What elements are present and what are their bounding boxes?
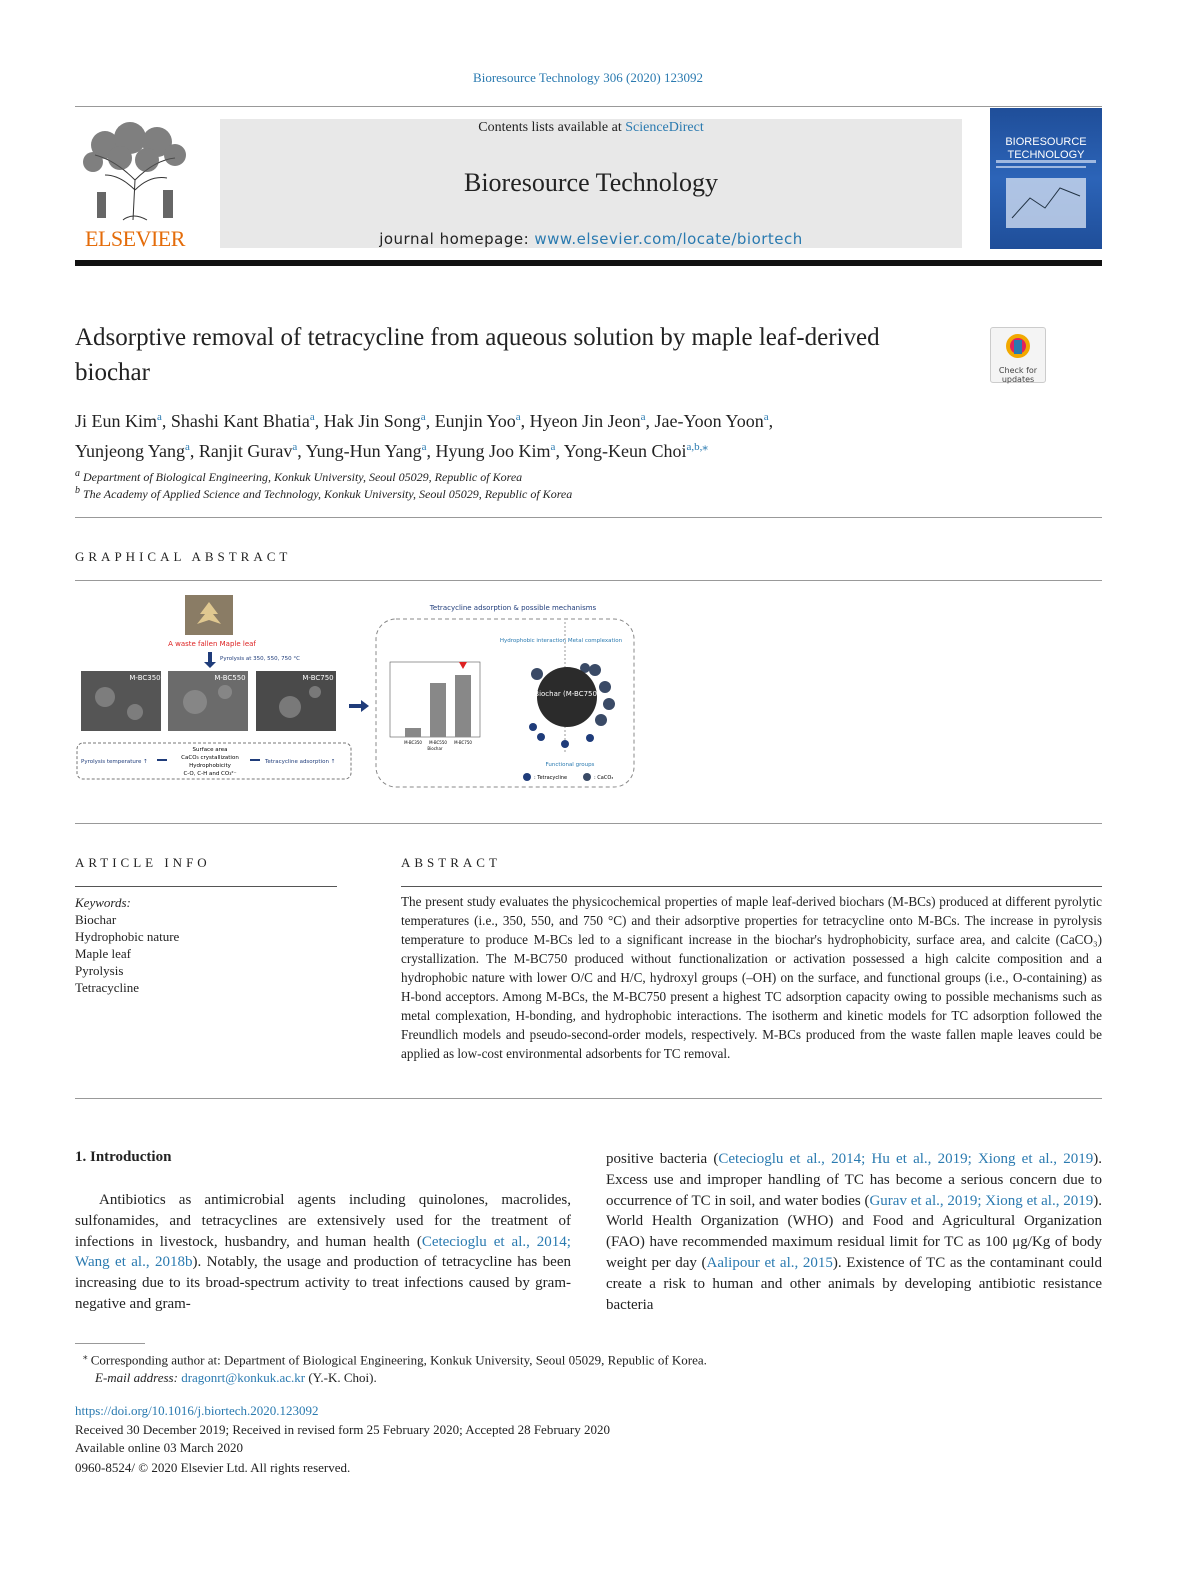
author-affiliation-mark[interactable]: a [157, 411, 162, 423]
intro-right-text-1: positive bacteria ( [606, 1151, 719, 1167]
contents-line [220, 120, 962, 136]
hydrophobic-label: Hydrophobic interaction [499, 638, 567, 644]
article-info-heading: ARTICLE INFO [75, 855, 211, 870]
intro-heading: 1. Introduction [75, 1149, 172, 1165]
corresponding-author-note [83, 1351, 707, 1368]
abstract-heading: ABSTRACT [401, 855, 501, 870]
flow-right-text: Tetracycline adsorption ↑ [265, 759, 336, 765]
keyword-item: Tetracycline [75, 980, 140, 995]
metal-label: Metal complexation [567, 638, 623, 644]
author-affiliation-mark[interactable]: a,b,⁎ [686, 441, 708, 453]
sem-label-750: M-BC750 [302, 674, 334, 682]
citation-link[interactable]: Aalipour et al., 2015 [706, 1254, 833, 1271]
sem-images [81, 671, 336, 731]
cover-art-icon [990, 108, 1102, 249]
red-arrow-icon [459, 662, 467, 669]
homepage-link[interactable]: www.elsevier.com/locate/biortech [534, 230, 803, 248]
doi-link[interactable]: https://doi.org/10.1016/j.biortech.2020.123092 [75, 1403, 319, 1418]
tree-icon [75, 120, 195, 225]
graphical-abstract-svg [75, 592, 645, 792]
functional-groups-label: Functional groups [545, 762, 595, 768]
header-thick-bar [75, 260, 1102, 266]
article-title: Adsorptive removal of tetracycline from aqueous solution by maple leaf-derived biochar [75, 324, 880, 386]
keyword-item: Hydrophobic nature [75, 929, 180, 944]
email-line [95, 1370, 377, 1386]
bar-cat-750: M-BC750 [454, 740, 472, 745]
bar-350 [405, 728, 421, 737]
rule-below-ga-heading [75, 580, 1102, 581]
citation-link[interactable]: Gurav et al., 2019; Xiong et al., 2019 [869, 1192, 1094, 1209]
journal-cover-image [990, 108, 1102, 249]
publisher-name: ELSEVIER [85, 226, 185, 251]
author-list: Ji Eun Kim$^a$, Shashi Kant Bhatia$^a$, Hak Jin Song$^a$, Eunjin Yoo$^a$, Hyeon Jin Jeon$^a$, Jae-Yoon Yoon$^a$, Yunjeong Yang$^a$, Ranjit Gurav$^a$, Yung-Hun Yang$^a$, Hyung Joo Kim$^a$, Yong-Keun Choi$^{a,b,⁎}$ [75, 411, 774, 461]
author-name[interactable]: Hak Jin Song [323, 411, 421, 431]
contents-prefix: Contents lists available at [478, 120, 626, 135]
rule-below-affiliations [75, 517, 1102, 518]
homepage-line [220, 230, 962, 248]
cover-title: BIORESOURCE TECHNOLOGY [1005, 136, 1087, 161]
bar-cat-350: M-BC350 [404, 740, 422, 745]
keyword-item: Biochar [75, 912, 117, 927]
graphical-abstract-heading: GRAPHICAL ABSTRACT [75, 549, 292, 564]
abstract-rule [401, 886, 1102, 887]
rule-below-ga [75, 823, 1102, 824]
check-updates-label: Check for updates [998, 366, 1038, 384]
affiliation-b-mark: b [75, 485, 80, 496]
received-dates: Received 30 December 2019; Received in revised form 25 February 2020; Accepted 28 February 2020 [75, 1422, 610, 1437]
online-date: Available online 03 March 2020 [75, 1440, 243, 1455]
sem-label-550: M-BC550 [214, 674, 246, 682]
author-name[interactable]: Yong-Keun Choi [563, 441, 687, 461]
author-name[interactable]: Ji Eun Kim [75, 411, 158, 431]
flow-mid-2: CaCO₃ crystallization [181, 755, 239, 761]
flow-left-text: Pyrolysis temperature ↑ [81, 759, 148, 765]
journal-title: Bioresource Technology [463, 168, 719, 197]
homepage-prefix: journal homepage: [379, 230, 535, 248]
intro-left-column [75, 1190, 571, 1315]
author-affiliation-mark[interactable]: a [420, 411, 426, 423]
author-name[interactable]: Hyung Joo Kim [435, 441, 551, 461]
article-info-rule [75, 886, 337, 887]
intro-left-text-1: Antibiotics as antimicrobial agents including quinolones, macrolides, sulfonamides, and tetracyclines are extensively used for the treatment of infections in livestock, husbandry, and human health ( [75, 1192, 571, 1250]
flow-mid-3: Hydrophobicity [189, 763, 231, 769]
intro-right-text-4: ). Existence of TC as the contaminant could create a risk to human and other animals by developing antibiotic resistance bacteria [606, 1254, 1102, 1313]
email-label: E-mail address: [95, 1370, 182, 1385]
affiliation-a-text: Department of Biological Engineering, Konkuk University, Seoul 05029, Republic of Korea [83, 470, 523, 484]
legend-caco3: : CaCO₃ [594, 775, 614, 781]
author-name[interactable]: Hyeon Jin Jeon [529, 411, 641, 431]
legend-tetracycline: : Tetracycline [534, 775, 568, 781]
author-name[interactable]: Shashi Kant Bhatia [170, 411, 310, 431]
author-affiliation-mark[interactable]: a [309, 411, 315, 423]
bar-x-label: Biochar [427, 746, 443, 751]
graphical-abstract-figure [75, 592, 645, 792]
keywords-label: Keywords: [75, 895, 131, 910]
bar-750 [455, 675, 471, 737]
check-updates-icon [991, 328, 1045, 362]
author-affiliation-mark[interactable]: a [550, 441, 556, 453]
flow-mid-4: C-O, C-H and CO₃²⁻ [183, 771, 237, 777]
pyrolysis-label: Pyrolysis at 350, 550, 750 °C [220, 656, 300, 662]
keyword-item: Maple leaf [75, 946, 131, 961]
sciencedirect-link[interactable]: ScienceDirect [625, 120, 704, 135]
affiliation-b [75, 485, 572, 502]
author-affiliation-mark[interactable]: a [640, 411, 646, 423]
affiliation-a-mark: a [75, 468, 80, 479]
email-suffix: (Y.-K. Choi). [305, 1370, 377, 1385]
author-name[interactable]: Jae-Yoon Yoon [654, 411, 764, 431]
author-name[interactable]: Eunjin Yoo [434, 411, 516, 431]
author-name[interactable]: Yung-Hun Yang [305, 441, 422, 461]
sem-label-350: M-BC350 [129, 674, 161, 682]
asterisk-mark: ⁎ [83, 1351, 88, 1361]
adsorption-bar-chart [390, 662, 480, 751]
bar-cat-550: M-BC550 [429, 740, 447, 745]
author-affiliation-mark[interactable]: a [185, 441, 190, 453]
intro-right-column [606, 1149, 1102, 1315]
keyword-item: Pyrolysis [75, 963, 124, 978]
author-affiliation-mark[interactable]: a [292, 441, 298, 453]
rule-below-abstract [75, 1098, 1102, 1099]
journal-reference[interactable]: Bioresource Technology 306 (2020) 123092 [473, 70, 703, 85]
arrow-right-icon [349, 700, 369, 712]
intro-right-text-2: ). Excess use and improper handling of TC has become a serious concern due to occurrence of TC in soil, and water bodies ( [606, 1151, 1102, 1209]
abstract-text: The present study evaluates the physicochemical properties of maple leaf-derived biochars (M-BCs) produced at different pyrolytic temperatures (i.e., 350, 550, and 750 °C) and their adsorptive properties for tetracycline onto M-BCs. The increase in pyrolysis temperature to produce M-BCs led to a significant increase in the biochar's hydrophobicity, surface area, and calcite (CaCO₃) crystallization. The M-BC750 produced without functionalization or activation possessed a high calcite composition and a hydrophobic nature with lower O/C and H/C, hydroxyl groups (–OH) on the surface, and functional groups (i.e., O-containing) as H-bond acceptors. Among M-BCs, the M-BC750 present a highest TC adsorption capacity owing to possible mechanisms such as metal complexation, H-bonding, and hydrophobic interactions. The isotherm and kinetic models for TC adsorption followed the Freundlich models and pseudo-second-order models, respectively. M-BCs produced from the waste fallen maple leaves could be applied as low-cost environmental adsorbents for TC removal. [401, 894, 1102, 1061]
check-for-updates-button[interactable] [990, 327, 1046, 383]
biochar-label: Biochar (M-BC750) [534, 690, 600, 698]
affiliation-a [75, 468, 522, 485]
intro-right-text-3: ). World Health Organization (WHO) and Food and Agricultural Organization (FAO) have recommended maximum residual limit for TC as 100 μg/Kg of body weight per day ( [606, 1192, 1102, 1271]
footnote-rule [75, 1343, 145, 1344]
email-link[interactable]: dragonrt@konkuk.ac.kr [181, 1370, 306, 1385]
author-affiliation-mark[interactable]: a [515, 411, 521, 423]
copyright: 0960-8524/ © 2020 Elsevier Ltd. All rights reserved. [75, 1460, 351, 1475]
citation-link[interactable]: Cetecioglu et al., 2014; Hu et al., 2019; Xiong et al., 2019 [718, 1151, 1094, 1167]
corresponding-text: Corresponding author at: Department of Biological Engineering, Konkuk University, Seoul 05029, Republic of Korea. [90, 1352, 707, 1368]
bar-550 [430, 683, 446, 737]
flow-mid-1: Surface area [192, 747, 228, 753]
intro-left-text-2: ). Notably, the usage and production of tetracycline has been increasing due to its broad-spectrum activity to treat infections caused by gram-negative and gram- [75, 1254, 571, 1312]
leaf-label: A waste fallen Maple leaf [168, 640, 256, 648]
author-name[interactable]: Ranjit Gurav [198, 441, 293, 461]
affiliation-b-text: The Academy of Applied Science and Technology, Konkuk University, Seoul 05029, Republic of Korea [83, 487, 573, 501]
author-name[interactable]: Yunjeong Yang [75, 441, 186, 461]
panel-title: Tetracycline adsorption & possible mechanisms [429, 604, 597, 612]
citation-link[interactable]: Cetecioglu et al., 2014; Wang et al., 2018b [75, 1233, 571, 1271]
author-affiliation-mark[interactable]: a [421, 441, 427, 453]
author-affiliation-mark[interactable]: a [763, 411, 769, 423]
header-rule [75, 106, 1102, 107]
